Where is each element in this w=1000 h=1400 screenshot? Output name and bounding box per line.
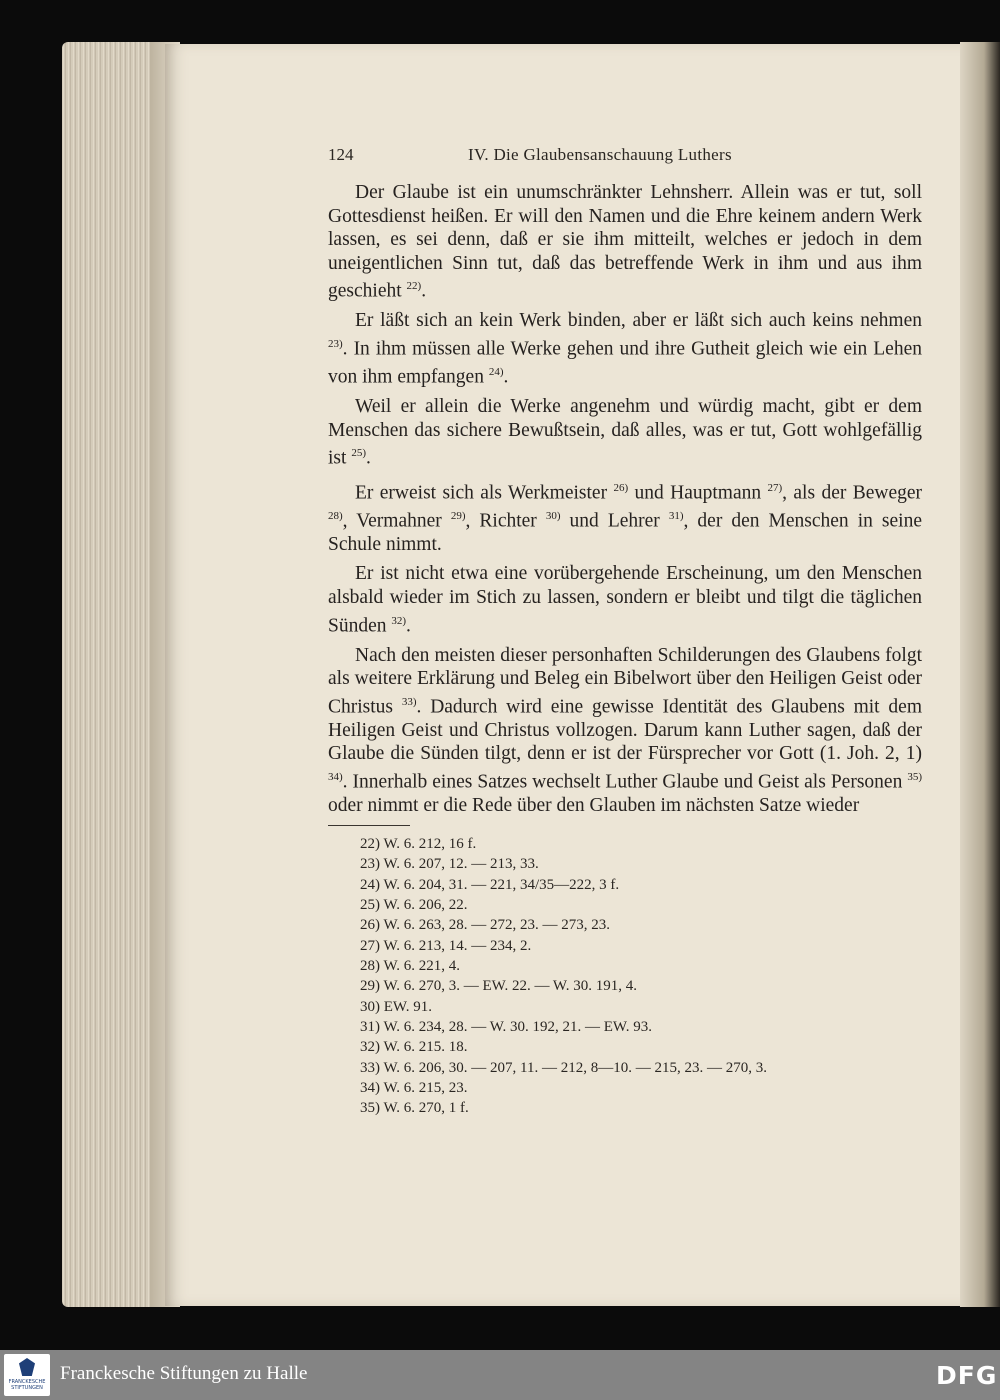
footnote-item: 24) W. 6. 204, 31. — 221, 34/35—222, 3 f. bbox=[360, 876, 620, 893]
page-right-shadow bbox=[960, 42, 1000, 1307]
footnote-item: 33) W. 6. 206, 30. — 207, 11. — 212, 8—10. — 215, 23. — 270, 3. bbox=[360, 1059, 767, 1076]
running-head bbox=[328, 145, 922, 169]
footnote-marker: 25) bbox=[351, 447, 366, 460]
paragraph-text: , als der Beweger bbox=[782, 482, 923, 504]
paragraph-text: . bbox=[503, 366, 509, 388]
body-text bbox=[328, 181, 922, 818]
body-paragraph bbox=[328, 395, 922, 470]
footnote-item: 27) W. 6. 213, 14. — 234, 2. bbox=[360, 937, 532, 954]
footnotes-list bbox=[360, 834, 880, 1119]
footnote-item: 34) W. 6. 215, 23. bbox=[360, 1080, 468, 1097]
crest-icon bbox=[19, 1358, 35, 1376]
paragraph-text: und Hauptmann bbox=[628, 482, 768, 504]
paragraph-text: Weil er allein die Werke angenehm und würdig macht, gibt er dem Menschen das sichere Bewußtsein, daß alles, was er tut, Gott wohlgefällig ist bbox=[328, 396, 922, 469]
footnote-item: 25) W. 6. 206, 22. bbox=[360, 897, 468, 914]
footnote-item: 23) W. 6. 207, 12. — 213, 33. bbox=[360, 856, 539, 873]
footnote-marker: 23) bbox=[328, 338, 343, 351]
footnote-marker: 32) bbox=[391, 614, 407, 627]
footnote-item: 26) W. 6. 263, 28. — 272, 23. — 273, 23. bbox=[360, 917, 611, 934]
paragraph-text: . bbox=[406, 615, 411, 636]
paragraph-text: Nach den meisten dieser personhaften Schilderungen des Glaubens folgt als weitere Erklärung und Beleg ein Bibelwort über den Heiligen Geist oder Christus bbox=[328, 644, 922, 718]
footnote-marker: 28) bbox=[328, 509, 343, 522]
credit-bar bbox=[0, 1350, 1000, 1400]
paragraph-text: . bbox=[421, 280, 427, 302]
footnote-marker: 26) bbox=[613, 481, 629, 494]
footnote-marker: 29) bbox=[450, 509, 466, 522]
footnote-marker: 30) bbox=[545, 509, 561, 522]
footnote-item: 31) W. 6. 234, 28. — W. 30. 192, 21. — EW. 93. bbox=[360, 1019, 652, 1036]
footnote-item: 32) W. 6. 215. 18. bbox=[360, 1039, 468, 1056]
paragraph-text: . Innerhalb eines Satzes wechselt Luther Glaube und Geist als Personen bbox=[342, 771, 908, 793]
paragraph-text: Er ist nicht etwa eine vorübergehende Erscheinung, um den Menschen alsbald wieder im Stich zu lassen, sondern er bleibt und tilgt die täglichen Sünden bbox=[328, 563, 922, 636]
footnote-marker: 33) bbox=[401, 695, 417, 708]
institution-logo-text: FRANCKESCHE STIFTUNGEN bbox=[8, 1379, 46, 1391]
paragraph-text: und Lehrer bbox=[560, 510, 669, 532]
footnote-marker: 34) bbox=[328, 771, 343, 784]
institution-logo bbox=[4, 1354, 50, 1396]
chapter-title: IV. Die Glaubensanschauung Luthers bbox=[468, 145, 732, 164]
institution-name: Franckesche Stiftungen zu Halle bbox=[60, 1363, 308, 1384]
paragraph-text: , Richter bbox=[465, 510, 546, 532]
paragraph-text: . bbox=[365, 447, 371, 469]
paragraph-text: Er erweist sich als Werkmeister bbox=[355, 482, 614, 504]
footnote-item: 22) W. 6. 212, 16 f. bbox=[360, 836, 477, 852]
footnote-marker: 24) bbox=[488, 366, 504, 379]
paragraph-text: oder nimmt er die Rede über den Glauben im nächsten Satze wieder bbox=[328, 795, 860, 817]
footnote-marker: 31) bbox=[668, 509, 684, 522]
paragraph-text: . In ihm müssen alle Werke gehen und ihre Gutheit gleich wie ein Lehen von ihm empfangen bbox=[328, 338, 922, 388]
footnote-marker: 22) bbox=[406, 280, 422, 293]
footnote-item: 29) W. 6. 270, 3. — EW. 22. — W. 30. 191, 4. bbox=[360, 978, 637, 995]
footnote-marker: 35) bbox=[907, 771, 922, 784]
dfg-logo: DFG bbox=[936, 1361, 998, 1390]
footnote-item: 30) EW. 91. bbox=[360, 998, 432, 1015]
paragraph-text: Er läßt sich an kein Werk binden, aber er läßt sich auch keins nehmen bbox=[355, 310, 922, 332]
paragraph-text: , der den Menschen in seine Schule nimmt. bbox=[328, 510, 922, 555]
footnote-item: 28) W. 6. 221, 4. bbox=[360, 958, 461, 975]
paragraph-text: . Dadurch wird eine gewisse Identität des Glaubens mit dem Heiligen Geist und Christus vollzogen. Darum kann Luther sagen, daß der Glaube die Sünden tilgt, denn er ist der Fürsprecher vor Gott (1. Joh. 2, 1) bbox=[328, 696, 922, 765]
paragraph-text: , Vermahner bbox=[342, 510, 451, 532]
footnote-rule bbox=[328, 825, 410, 826]
body-paragraph bbox=[328, 562, 922, 637]
body-paragraph bbox=[328, 309, 922, 389]
footnote-marker: 27) bbox=[767, 481, 783, 494]
page-number: 124 bbox=[328, 145, 354, 164]
body-paragraph bbox=[328, 477, 922, 557]
body-paragraph bbox=[328, 181, 922, 303]
paragraph-text: Der Glaube ist ein unumschränkter Lehnsherr. Allein was er tut, soll Gottesdienst heißen. Er will den Namen und die Ehre keinem andern Werk lassen, es sei denn, daß er sie ihm mitteilt, welches er jedoch in dem uneigentlichen Sinn tut, daß das betreffende Werk in ihm und aus ihm geschieht bbox=[328, 182, 922, 302]
body-paragraph bbox=[328, 644, 922, 818]
footnote-item: 35) W. 6. 270, 1 f. bbox=[360, 1100, 469, 1117]
